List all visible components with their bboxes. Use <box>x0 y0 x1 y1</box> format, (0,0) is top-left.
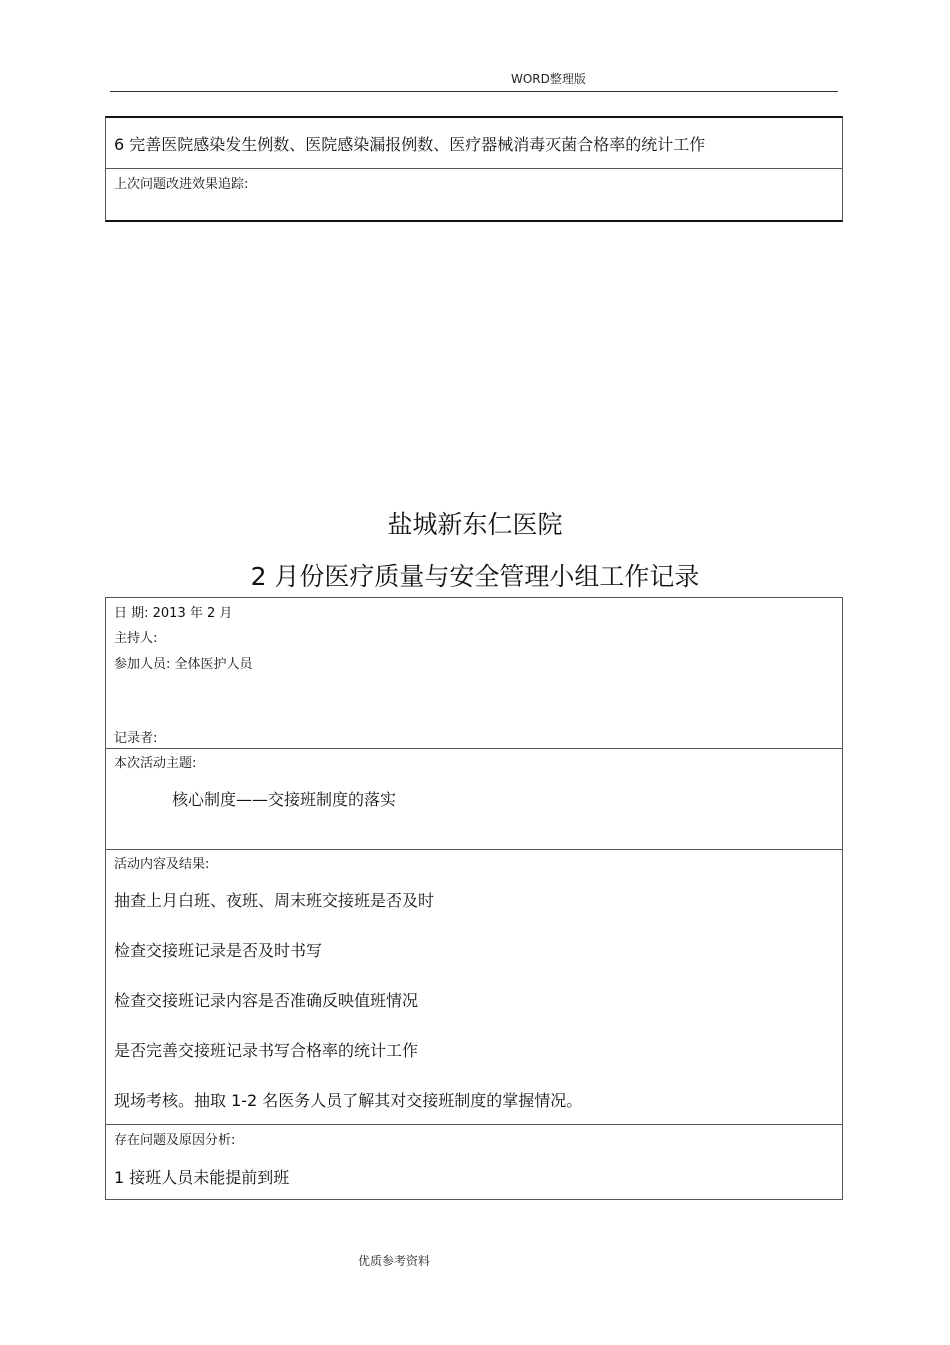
item6-text: 6 完善医院感染发生例数、医院感染漏报例数、医疗器械消毒灭菌合格率的统计工作 <box>114 135 706 154</box>
recorder-field: 记录者: <box>114 731 158 746</box>
activities-section <box>105 850 843 1125</box>
followup-label: 上次问题改进效果追踪: <box>114 177 249 192</box>
top-table-row-followup <box>105 169 843 222</box>
top-table-row-item6 <box>105 116 843 169</box>
host-field: 主持人: <box>114 631 158 646</box>
problems-section <box>105 1125 843 1200</box>
theme-label: 本次活动主题: <box>114 756 197 771</box>
problem-item: 1 接班人员未能提前到班 <box>114 1168 290 1187</box>
date-field: 日 期: 2013 年 2 月 <box>114 606 233 621</box>
activity-item: 现场考核。抽取 1-2 名医务人员了解其对交接班制度的掌握情况。 <box>114 1091 583 1110</box>
participants-field: 参加人员: 全体医护人员 <box>114 657 253 672</box>
activity-item: 检查交接班记录内容是否准确反映值班情况 <box>114 991 419 1010</box>
theme-section <box>105 749 843 850</box>
info-section <box>105 597 843 749</box>
activity-item: 检查交接班记录是否及时书写 <box>114 941 323 960</box>
page-footer: 优质参考资料 <box>358 1254 431 1268</box>
page-header: WORD整理版 <box>511 72 586 86</box>
record-title: 2 月份医疗质量与安全管理小组工作记录 <box>250 562 700 591</box>
theme-content: 核心制度——交接班制度的落实 <box>172 790 397 809</box>
activity-item: 是否完善交接班记录书写合格率的统计工作 <box>114 1041 419 1060</box>
hospital-title: 盐城新东仁医院 <box>387 510 563 539</box>
header-rule <box>110 91 838 92</box>
activities-label: 活动内容及结果: <box>114 857 210 872</box>
activity-item: 抽查上月白班、夜班、周末班交接班是否及时 <box>114 891 435 910</box>
problems-label: 存在问题及原因分析: <box>114 1133 236 1148</box>
